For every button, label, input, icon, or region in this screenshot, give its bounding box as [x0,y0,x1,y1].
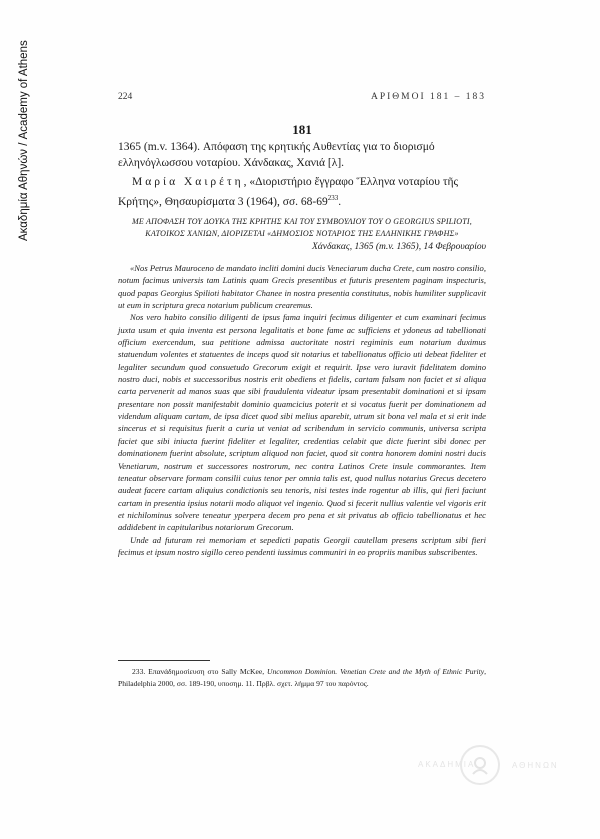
reference-author: Μαρία Χαιρέτη [132,176,244,188]
footnote-marker: 233 [327,193,339,202]
regest-caption: ΜΕ ΑΠΟΦΑΣΗ ΤΟΥ ΔΟΥΚΑ ΤΗΣ ΚΡΗΤΗΣ ΚΑΙ ΤΟΥ ΣΥΜΒΟΥΛΙΟΥ ΤΟΥ Ο GEORGIUS SPILIOTI, ΚΑΤΟΙΚΟΣ ΧΑΝΙΩΝ, ΔΙΟΡΙΖΕΤΑΙ «ΔΗΜΟΣΙΟΣ ΝΟΤΑΡΙΟΣ ΤΗΣ ΕΛΛΗΝΙΚΗΣ ΓΡΑΦΗΣ» [132,217,472,238]
latin-paragraph: Unde ad futuram rei memoriam et sepedicti papatis Georgii cautellam presens scriptum sibi fieri fecimus et ipsum nostro sigillo cereo pendenti iussimus communiri in eo propriis manibus subscribentes. [118,534,486,557]
footnote-tail: , Philadelphia 2000, σσ. 189-190, υποσημ. 11. Πρβλ. σχετ. λήμμα 97 του παρόντος. [118,667,486,688]
watermark-right-text: ΑΘΗΝΩΝ [512,760,559,770]
latin-text [118,262,486,558]
running-title: ΑΡΙΘΜΟΙ 181 – 183 [370,92,486,102]
watermark-left-text: ΑΚΑΔΗΜΙΑ [418,760,476,769]
dateline: Χάνδακας, 1365 (m.v. 1365), 14 Φεβρουαρίου [311,242,486,252]
academy-watermark [460,735,580,795]
footnote-book-title: Uncommon Dominion. Venetian Crete and the Myth of Ethnic Purity [267,667,485,676]
page-number: 224 [118,92,133,102]
document-number: 181 [292,122,312,137]
reference-text: , «Διοριστήριο ἔγγραφο Ἕλληνα νοταρίου τῆς Κρήτης», Θησαυρίσματα 3 (1964), σσ. 68-69 [118,176,459,208]
latin-paragraph: «Nos Petrus Mauroceno de mandato incliti domini ducis Veneciarum ducha Crete, cum nostro consilio, notum facimus universis tam Latinis quam Grecis presentibus et futuris presentem paginam inspecturis, quod papas Georgius Spilioti habitator Chanee in nostra presentia constitutus, nobis humiliter supplicavit ut eum in scriptura greca notarium publicum crearemus. [118,263,486,311]
footnote-lead: 233. Επανάδημοσίευση στο Sally McKee, [132,667,268,676]
reference-end: . [338,195,342,208]
footnote-divider [118,660,210,661]
academy-seal-icon [460,745,500,785]
latin-paragraph: Nos vero habito consilio diligenti de ipsus fama inquiri fecimus diligenter et cum examinari fecimus juxta usum et quia inventa est persona legalitatis et bone fame ac sufficiens et ydoneus ad tabellionati officium exercendum, sua petitione admissa auctoritate nostri regiminis eum notarium duximus statuendum volentes et statuentes de inceps quod sit notarius et tabellionatus officio uti debeat fideliter et legaliter secundum quod consuetudo Grecorum exigit et requirit. Ipse vero iuravit fidelitatem domino nostro duci, nobis et successoribus nostris erit obediens et fidelis, cartam falsam non faciet et si aliqua carta pervenerit ad manos suas que sibi fraudulenta videatur ipsam presentabit dominationi et si ipsam presentare non possit manifestabit dominio quamcicius poterit et si vocatus fuerit per dominationem ad videndum aliquam cartam, de ipsa dicet quod sibi melius aparebit, utrum sit bona vel mala et si erit inde sincerus et si requisitus fuerit a curia ut veniat ad scribendum in servicio communis, universa scripta faciet que sibi iniucta fuerint fideliter et legaliter, credentias celabit que dicte fuerint sibi donec per dominationem fuerint absolute, scriptum aliquod non faciet, quod sit contra honorem domini nostri ducis Venetiarum, nostrum et successores nostrorum, nec contra Latinos Crete insule commorantes. Item teneatur observare formam consilii cuius tenor per omnia talis est, quod nullus notarius Grecus decetero audeat facere cartam aliquius condictionis seu tenoris, nisi testes inde rogentur ab illis, qui fieri faciunt cartam in presentia ipsius notarii modo aliquot vel ingenio. Quod si fecerit nullius valentie vel vigoris erit et nichilominus solvere teneatur yperpera decem pro pena et sit privatus ab officio tabellionatus et hec addidebent in capitularibus notariorum Grecorum. [118,312,486,533]
document-title: 1365 (m.v. 1364). Απόφαση της κρητικής Αυθεντίας για το διορισμό ελληνόγλωσσου νοταρίου. Χάνδακας, Χανιά [λ]. [118,141,435,169]
running-header [118,92,486,102]
archive-side-label: Ακαδημία Αθηνών / Academy of Athens [18,40,30,241]
footnote [118,666,486,689]
bibliographic-reference [118,175,486,210]
